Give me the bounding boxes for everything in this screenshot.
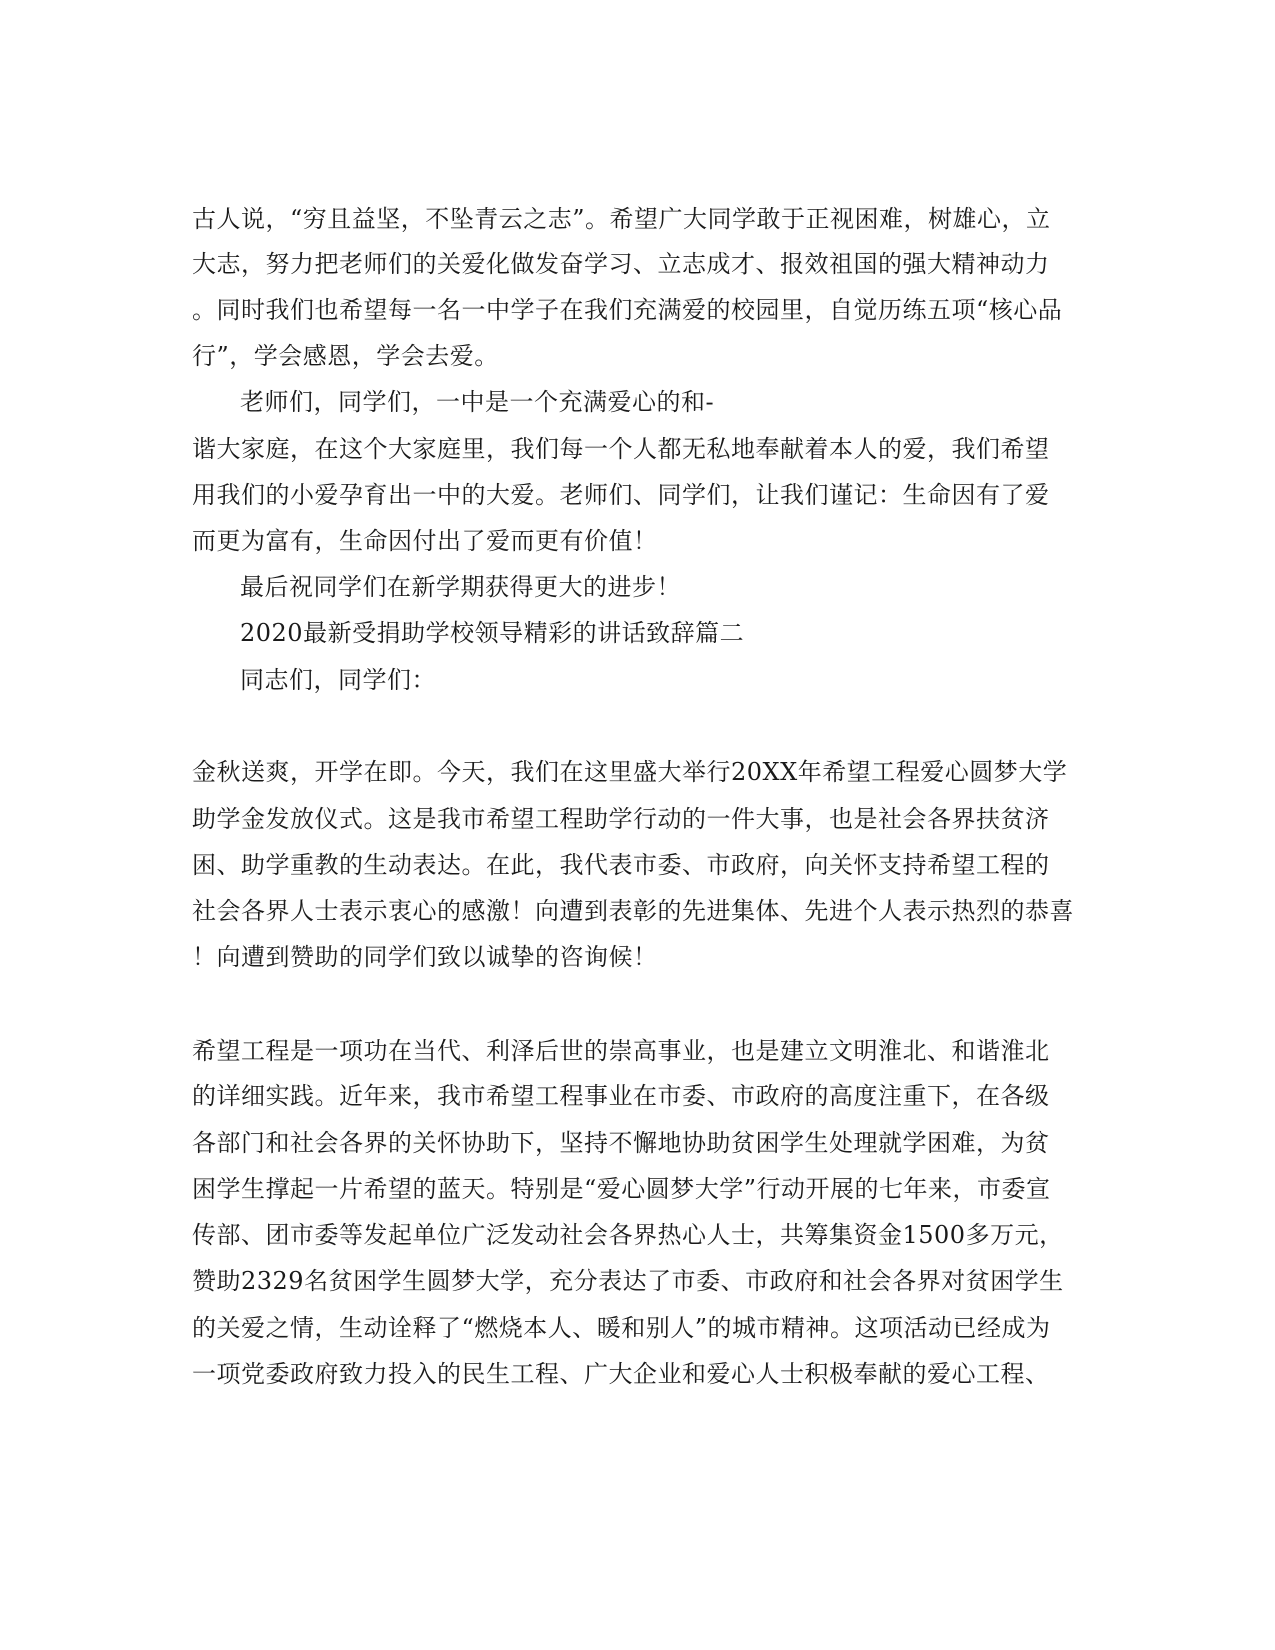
text-line: 用我们的小爱孕育出一中的大爱。老师们、同学们，让我们谨记：生命因有了爱	[192, 481, 1050, 509]
text-line: 的详细实践。近年来，我市希望工程事业在市委、市政府的高度注重下，在各级	[192, 1082, 1050, 1110]
text-line: 一项党委政府致力投入的民生工程、广大企业和爱心人士积极奉献的爱心工程、	[192, 1360, 1050, 1388]
text-line: 困学生撑起一片希望的蓝天。特别是“爱心圆梦大学”行动开展的七年来，市委宣	[192, 1175, 1051, 1203]
text-line: 古人说，“穷且益坚，不坠青云之志”。希望广大同学敢于正视困难，树雄心，立	[192, 205, 1051, 233]
section-heading: 2020最新受捐助学校领导精彩的讲话致辞篇二	[240, 619, 745, 647]
text-line: 而更为富有，生命因付出了爱而更有价值！	[192, 527, 658, 555]
text-line: 希望工程是一项功在当代、利泽后世的崇高事业，也是建立文明淮北、和谐淮北	[192, 1037, 1050, 1065]
text-line: 的关爱之情，生动诠释了“燃烧本人、暖和别人”的城市精神。这项活动已经成为	[192, 1314, 1051, 1342]
text-line: 各部门和社会各界的关怀协助下，坚持不懈地协助贫困学生处理就学困难，为贫	[192, 1129, 1050, 1157]
text-line: 谐大家庭，在这个大家庭里，我们每一个人都无私地奉献着本人的爱，我们希望	[192, 435, 1050, 463]
text-line: 助学金发放仪式。这是我市希望工程助学行动的一件大事，也是社会各界扶贫济	[192, 805, 1050, 833]
text-line: 传部、团市委等发起单位广泛发动社会各界热心人士，共筹集资金1500多万元，	[192, 1221, 1064, 1249]
text-line: ！向遭到赞助的同学们致以诚挚的咨询候！	[192, 943, 658, 971]
text-line: 赞助2329名贫困学生圆梦大学，充分表达了市委、市政府和社会各界对贫困学生	[192, 1267, 1064, 1295]
text-line: 困、助学重教的生动表达。在此，我代表市委、市政府，向关怀支持希望工程的	[192, 851, 1050, 879]
text-line: 。同时我们也希望每一名一中学子在我们充满爱的校园里，自觉历练五项“核心品	[192, 296, 1063, 324]
text-line: 行”，学会感恩，学会去爱。	[192, 342, 499, 370]
text-line: 大志，努力把老师们的关爱化做发奋学习、立志成才、报效祖国的强大精神动力	[192, 250, 1050, 278]
text-line: 最后祝同学们在新学期获得更大的进步！	[240, 573, 681, 601]
text-line: 金秋送爽，开学在即。今天，我们在这里盛大举行20XX年希望工程爱心圆梦大学	[192, 758, 1068, 786]
text-line: 社会各界人士表示衷心的感激！向遭到表彰的先进集体、先进个人表示热烈的恭喜	[192, 897, 1074, 925]
salutation: 同志们，同学们：	[240, 666, 436, 694]
text-line: 老师们，同学们，一中是一个充满爱心的和-	[240, 388, 715, 416]
